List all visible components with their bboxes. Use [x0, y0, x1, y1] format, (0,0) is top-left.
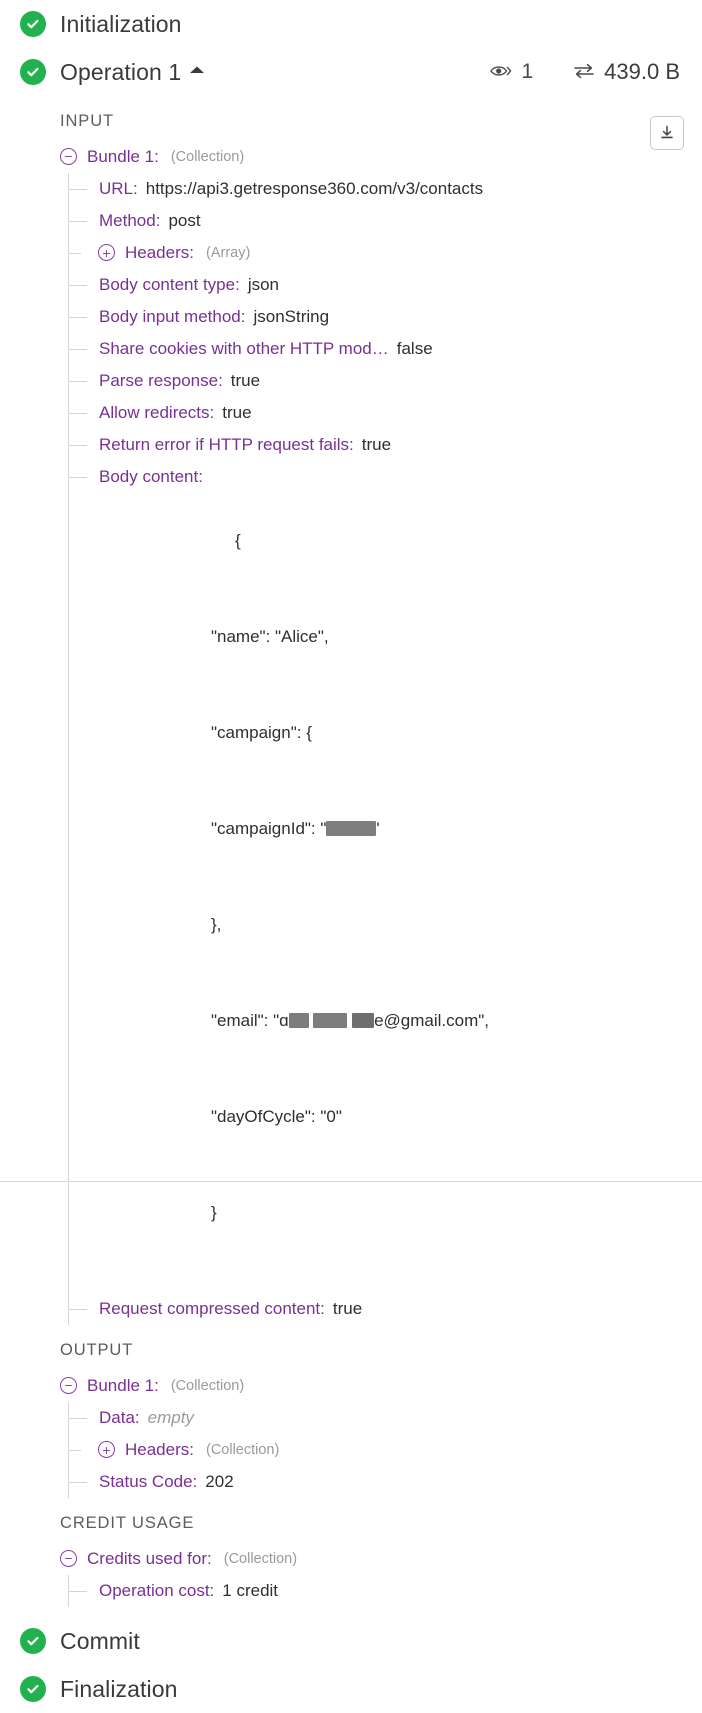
redacted-value [313, 1013, 347, 1028]
code-line: "campaign": { [210, 723, 312, 742]
list-item [99, 333, 682, 365]
list-item [99, 301, 682, 333]
credit-usage-tree [60, 1543, 682, 1607]
code-line: "name": "Alice", [210, 627, 329, 646]
code-line-email [211, 1005, 489, 1037]
code-line-campaign-id: "campaignId": " ' [210, 819, 380, 838]
output-bundle-node[interactable] [60, 1370, 682, 1402]
field-key: Allow redirects: [99, 403, 215, 422]
field-value: 202 [205, 1472, 234, 1491]
code-text: "email": "ɑ [210, 1011, 289, 1030]
field-value: true [222, 403, 252, 422]
input-tree [60, 141, 682, 1325]
views-count: 1 [521, 60, 534, 83]
redacted-value [352, 1013, 374, 1028]
list-item-headers[interactable] [99, 237, 682, 269]
field-key: URL: [99, 179, 138, 198]
code-text: e@gmail.com", [374, 1011, 490, 1030]
operation-detail-panel [0, 112, 702, 1607]
field-key: Return error if HTTP request fails: [99, 435, 354, 454]
collapse-toggle-icon[interactable]: − [60, 148, 77, 165]
output-children [68, 1402, 682, 1498]
field-key: Operation cost: [99, 1581, 215, 1600]
credit-usage-children [68, 1575, 682, 1607]
field-key: Share cookies with other HTTP mod… [99, 339, 389, 358]
input-bundle-node[interactable] [60, 141, 682, 173]
step-label-commit: Commit [60, 1627, 140, 1654]
operation-title-group[interactable] [20, 59, 490, 86]
check-circle-icon [20, 1676, 46, 1702]
step-operation-1[interactable] [0, 48, 702, 96]
expand-toggle-icon[interactable]: + [98, 244, 115, 261]
field-value: json [247, 275, 280, 294]
code-line: } [210, 1203, 217, 1222]
credits-root-label: Credits used for: [87, 1549, 212, 1568]
field-key: Status Code: [99, 1472, 198, 1491]
transfer-icon [573, 59, 595, 85]
output-bundle-label: Bundle 1: [87, 1376, 159, 1395]
field-value: true [332, 1299, 363, 1318]
field-key: Body content type: [99, 275, 240, 294]
code-line: { [234, 531, 241, 550]
input-children [68, 173, 682, 1325]
section-title-credit-usage: CREDIT USAGE [60, 1514, 195, 1532]
body-content-json [211, 461, 489, 1293]
field-key: Headers: [125, 243, 194, 262]
check-circle-icon [20, 1628, 46, 1654]
step-finalization[interactable] [0, 1665, 702, 1713]
list-item [99, 1575, 682, 1607]
list-item [99, 397, 682, 429]
step-initialization[interactable] [0, 0, 702, 48]
field-type: (Collection) [205, 1442, 280, 1458]
step-label-finalization: Finalization [60, 1675, 178, 1702]
redacted-value [289, 1013, 309, 1028]
field-value: true [361, 435, 392, 454]
field-key: Body content: [99, 467, 203, 486]
redacted-value [326, 821, 376, 836]
list-item [99, 429, 682, 461]
step-label-operation: Operation 1 [60, 58, 182, 85]
credits-root-type: (Collection) [223, 1551, 298, 1567]
list-item [99, 1293, 682, 1325]
field-value: empty [147, 1408, 194, 1427]
field-key: Method: [99, 211, 161, 230]
field-type: (Array) [205, 245, 251, 261]
field-value: true [230, 371, 261, 390]
field-key: Parse response: [99, 371, 223, 390]
section-title-input: INPUT [60, 112, 114, 130]
list-item [99, 365, 682, 397]
expand-toggle-icon[interactable]: + [98, 1441, 115, 1458]
list-item [99, 173, 682, 205]
list-item-headers[interactable] [99, 1434, 682, 1466]
code-line: "dayOfCycle": "0" [210, 1107, 342, 1126]
list-item [99, 1466, 682, 1498]
transfer-size: 439.0 B [604, 59, 680, 84]
output-tree [60, 1370, 682, 1498]
input-bundle-label: Bundle 1: [87, 147, 159, 166]
metric-transfer [573, 59, 680, 85]
field-key: Request compressed content: [99, 1299, 325, 1318]
field-value: false [396, 339, 433, 358]
field-key: Data: [99, 1408, 140, 1427]
list-item [99, 205, 682, 237]
check-circle-icon [20, 59, 46, 85]
output-bundle-type: (Collection) [170, 1378, 245, 1394]
field-value: post [168, 211, 201, 230]
field-key: Headers: [125, 1440, 194, 1459]
metric-views [490, 60, 533, 84]
list-item-body-content [99, 461, 682, 1293]
section-title-output: OUTPUT [60, 1341, 134, 1359]
step-label-initialization: Initialization [60, 10, 182, 37]
eye-icon [490, 60, 512, 84]
caret-up-icon[interactable] [188, 63, 206, 81]
field-value: https://api3.getresponse360.com/v3/contacts [145, 179, 484, 198]
check-circle-icon [20, 11, 46, 37]
field-value: jsonString [253, 307, 330, 326]
credits-root-node[interactable] [60, 1543, 682, 1575]
field-value: 1 credit [222, 1581, 279, 1600]
field-key: Body input method: [99, 307, 246, 326]
code-line: }, [210, 915, 222, 934]
list-item [99, 1402, 682, 1434]
operation-metrics [490, 59, 680, 85]
input-bundle-type: (Collection) [170, 149, 245, 165]
list-item [99, 269, 682, 301]
code-text: "campaignId": " [210, 819, 327, 838]
collapse-toggle-icon[interactable]: − [60, 1377, 77, 1394]
collapse-toggle-icon[interactable]: − [60, 1550, 77, 1567]
step-commit[interactable] [0, 1617, 702, 1665]
